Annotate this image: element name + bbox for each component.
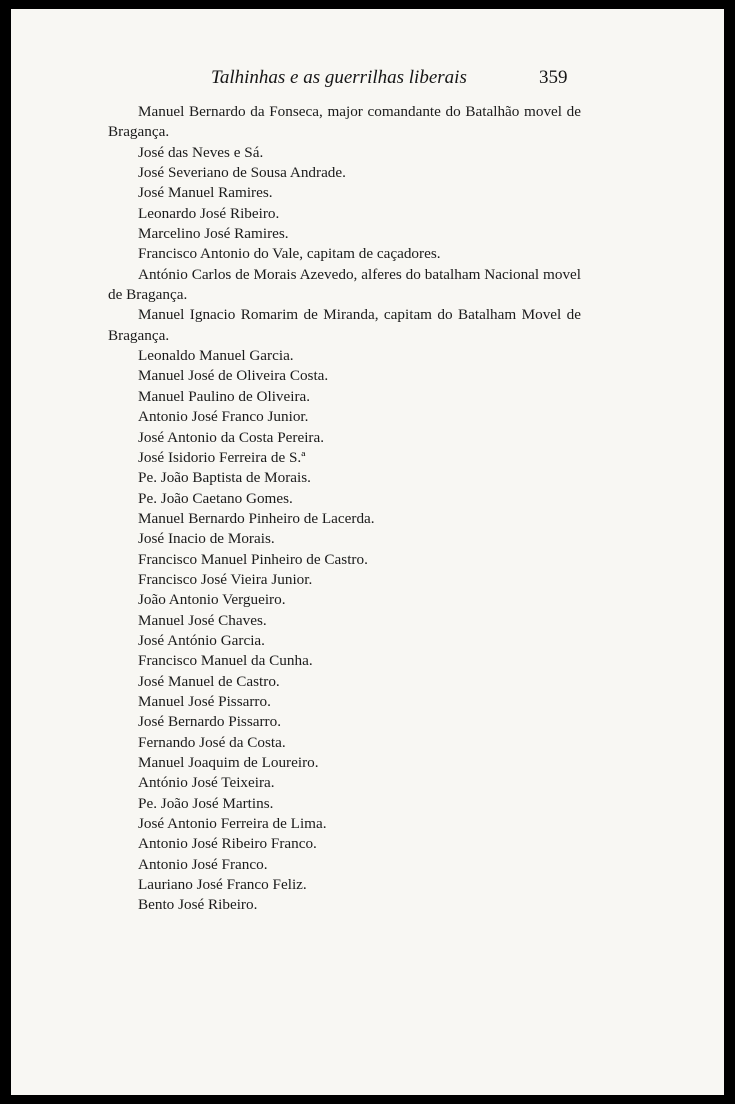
list-entry: José Severiano de Sousa Andrade. [138,164,346,182]
list-entry: Antonio José Franco. [138,855,268,873]
name-list [108,102,581,916]
list-entry: Pe. João Caetano Gomes. [138,489,293,507]
list-entry: Manuel Bernardo da Fonseca, major comandante do Batalhão movel de Bragança. [108,103,581,141]
list-entry: Fernando José da Costa. [138,733,286,751]
list-entry: Pe. João Baptista de Morais. [138,469,311,487]
list-entry: Manuel José de Oliveira Costa. [138,367,329,385]
list-entry: Manuel José Pissarro. [138,692,271,710]
list-entry: Francisco Manuel da Cunha. [138,652,313,670]
list-entry: Francisco Antonio do Vale, capitam de caçadores. [138,245,441,263]
list-entry: Leonaldo Manuel Garcia. [138,347,294,365]
list-entry: Manuel José Chaves. [138,611,267,629]
running-title: Talhinhas e as guerrilhas liberais [211,67,467,88]
list-entry: Antonio José Franco Junior. [138,408,309,426]
page-number: 359 [539,67,568,88]
list-entry: João Antonio Vergueiro. [138,591,286,609]
list-entry: Antonio José Ribeiro Franco. [138,835,317,853]
list-entry: Leonardo José Ribeiro. [138,204,280,222]
list-entry: José Antonio Ferreira de Lima. [138,815,327,833]
list-entry: Manuel Bernardo Pinheiro de Lacerda. [138,509,375,527]
list-entry: José das Neves e Sá. [138,143,264,161]
list-entry: António José Teixeira. [138,774,275,792]
list-entry: Francisco Manuel Pinheiro de Castro. [138,550,368,568]
list-entry: Bento José Ribeiro. [138,896,258,914]
list-entry: Lauriano José Franco Feliz. [138,876,307,894]
list-entry: José Bernardo Pissarro. [138,713,281,731]
list-entry: António Carlos de Morais Azevedo, alferes do batalham Nacional movel de Bragança. [108,265,581,304]
list-entry: Marcelino José Ramires. [138,225,289,243]
list-entry: José Manuel Ramires. [138,184,273,202]
list-entry: Manuel Joaquim de Loureiro. [138,754,319,771]
book-page [11,9,724,1095]
list-entry: Pe. João José Martins. [138,794,274,812]
list-entry: José Antonio da Costa Pereira. [138,428,325,446]
list-entry: Manuel Paulino de Oliveira. [138,387,311,405]
list-entry: Manuel Ignacio Romarim de Miranda, capitam do Batalham Movel de Bragança. [108,306,581,344]
list-entry: José Manuel de Castro. [138,672,280,690]
page-header [11,67,724,97]
list-entry: José Inacio de Morais. [138,530,275,548]
list-entry: José Isidorio Ferreira de S.ª [138,448,306,466]
list-entry: José António Garcia. [138,631,265,649]
list-entry: Francisco José Vieira Junior. [138,570,313,588]
